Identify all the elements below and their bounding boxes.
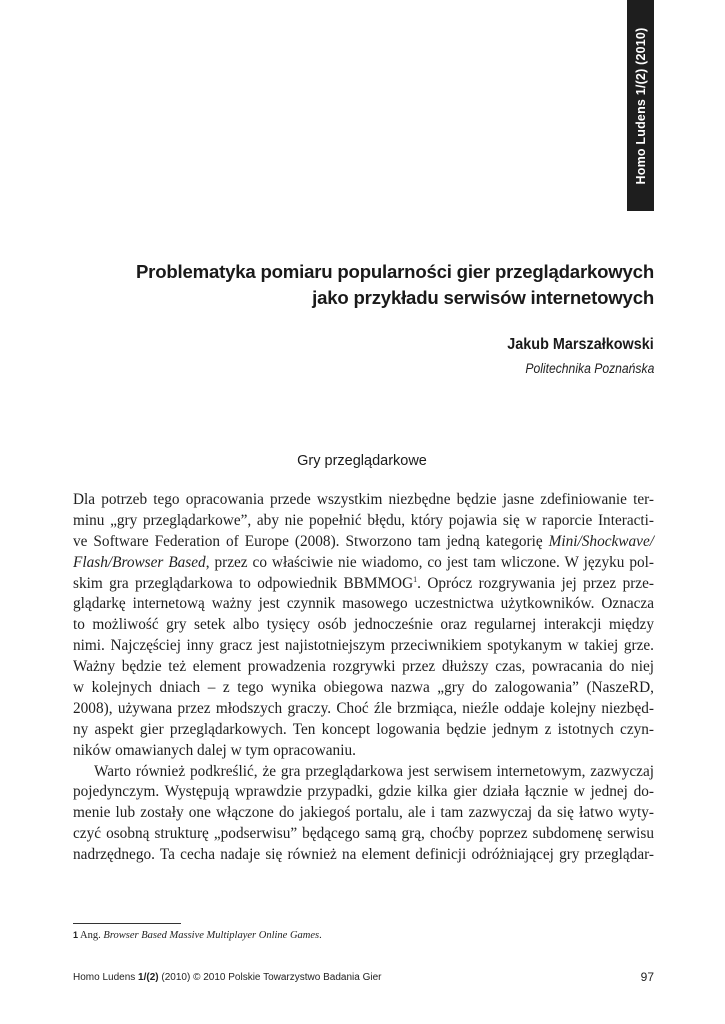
footnote-divider: [73, 923, 181, 924]
journal-side-tab: [627, 0, 654, 211]
article-title-line-1: Problematyka pomiaru popularności gier przeglądarkowych: [135, 261, 654, 282]
footnote-text: Browser Based Massive Multiplayer Online Games: [103, 930, 320, 941]
body-line: ników omawianych dalej w tym opracowaniu.: [73, 741, 356, 759]
footnote-reference[interactable]: 1: [413, 574, 418, 584]
body-italic-run: Flash/Browser Based: [73, 553, 206, 571]
page-footer: [73, 972, 381, 983]
body-text-run: . Oprócz rozgrywania jej przez prze-: [417, 574, 654, 592]
body-line: pojedynczym. Występują wprawdzie przypadki, gdzie kilka gier działa łącznie w jednej do-: [73, 783, 654, 801]
article-title: [70, 259, 654, 311]
footnote-lead: Ang.: [78, 930, 104, 941]
footnote-tail: .: [319, 930, 322, 941]
body-line: czyć osobną strukturę „podserwisu” będącego samą grą, choćby poprzez subdomenę serwisu: [73, 825, 654, 843]
body-line: [73, 553, 654, 574]
journal-side-tab-label: Homo Ludens 1/(2) (2010): [633, 27, 648, 184]
author-name: Jakub Marszałkowski: [507, 336, 654, 353]
body-text-run: , przez co właściwie nie wiadomo, co jest tam wliczone. W języku pol-: [205, 553, 655, 571]
author-affiliation: Politechnika Poznańska: [524, 361, 654, 376]
footer-issue: 1/(2): [138, 972, 159, 983]
body-line: menie lub zostały one włączone do jakiegoś portalu, ale i tam zazwyczaj da się łatwo wyty-: [73, 804, 654, 822]
body-italic-run: Mini/Shockwave/: [548, 532, 654, 550]
footnote: [73, 930, 322, 941]
body-line: Dla potrzeb tego opracowania przede wszystkim niezbędne będzie jasne zdefiniowanie ter-: [73, 491, 654, 508]
page-number: 97: [640, 970, 654, 984]
section-heading: Gry przeglądarkowe: [297, 453, 427, 469]
body-line: glądarkę internetową ważny jest czynnik masowego uczestnictwa użytkowników. Oznacza: [73, 595, 654, 613]
body-line: minu „gry przeglądarkowe”, aby nie popełnić błędu, który pojawia się w raporcie Interacti-: [73, 511, 654, 529]
footer-journal: Homo Ludens: [73, 972, 139, 983]
body-line: nadrzędnego. Ta cecha nadaje się również na element definicji odróżniającej gry przeglądar-: [73, 846, 654, 864]
body-line: nimi. Najczęściej inny gracz jest najistotniejszym przeciwnikiem spotykanym w takiej grze.: [73, 637, 654, 655]
body-line: 2008), używana przez młodszych graczy. Choć źle brzmiąca, nieźle oddaje kolejny niezbęd-: [73, 699, 654, 717]
body-line: [73, 532, 654, 553]
body-line: Warto również podkreślić, że gra przeglądarkowa jest serwisem internetowym, zazwyczaj: [94, 762, 654, 780]
body-line: [73, 574, 654, 595]
body-text: [73, 490, 654, 866]
body-line: ny aspekt gier przeglądarkowych. Ten koncept logowania będzie jednym z istotnych czyn-: [73, 720, 654, 738]
footer-copyright: (2010) © 2010 Polskie Towarzystwo Badania Gier: [158, 972, 382, 983]
body-line: to możliwość gry setek albo tysięcy osób jednocześnie oraz regularnej interakcji między: [73, 616, 654, 634]
body-text-run: ve Software Federation of Europe (2008). Stworzono tam jedną kategorię: [73, 532, 549, 550]
footnote-marker: 1: [73, 930, 79, 940]
body-text-run: skim gra przeglądarkowa to odpowiednik BBMMOG: [73, 574, 414, 592]
article-title-line-2: jako przykładu serwisów internetowych: [312, 287, 654, 308]
body-line: w kolejnych dniach – z tego wynika obiegowa nazwa „gry do zalogowania” (NaszeRD,: [73, 679, 654, 697]
body-line: Ważny będzie też element prowadzenia rozgrywki przez dłuższy czas, powracania do niej: [73, 658, 654, 676]
